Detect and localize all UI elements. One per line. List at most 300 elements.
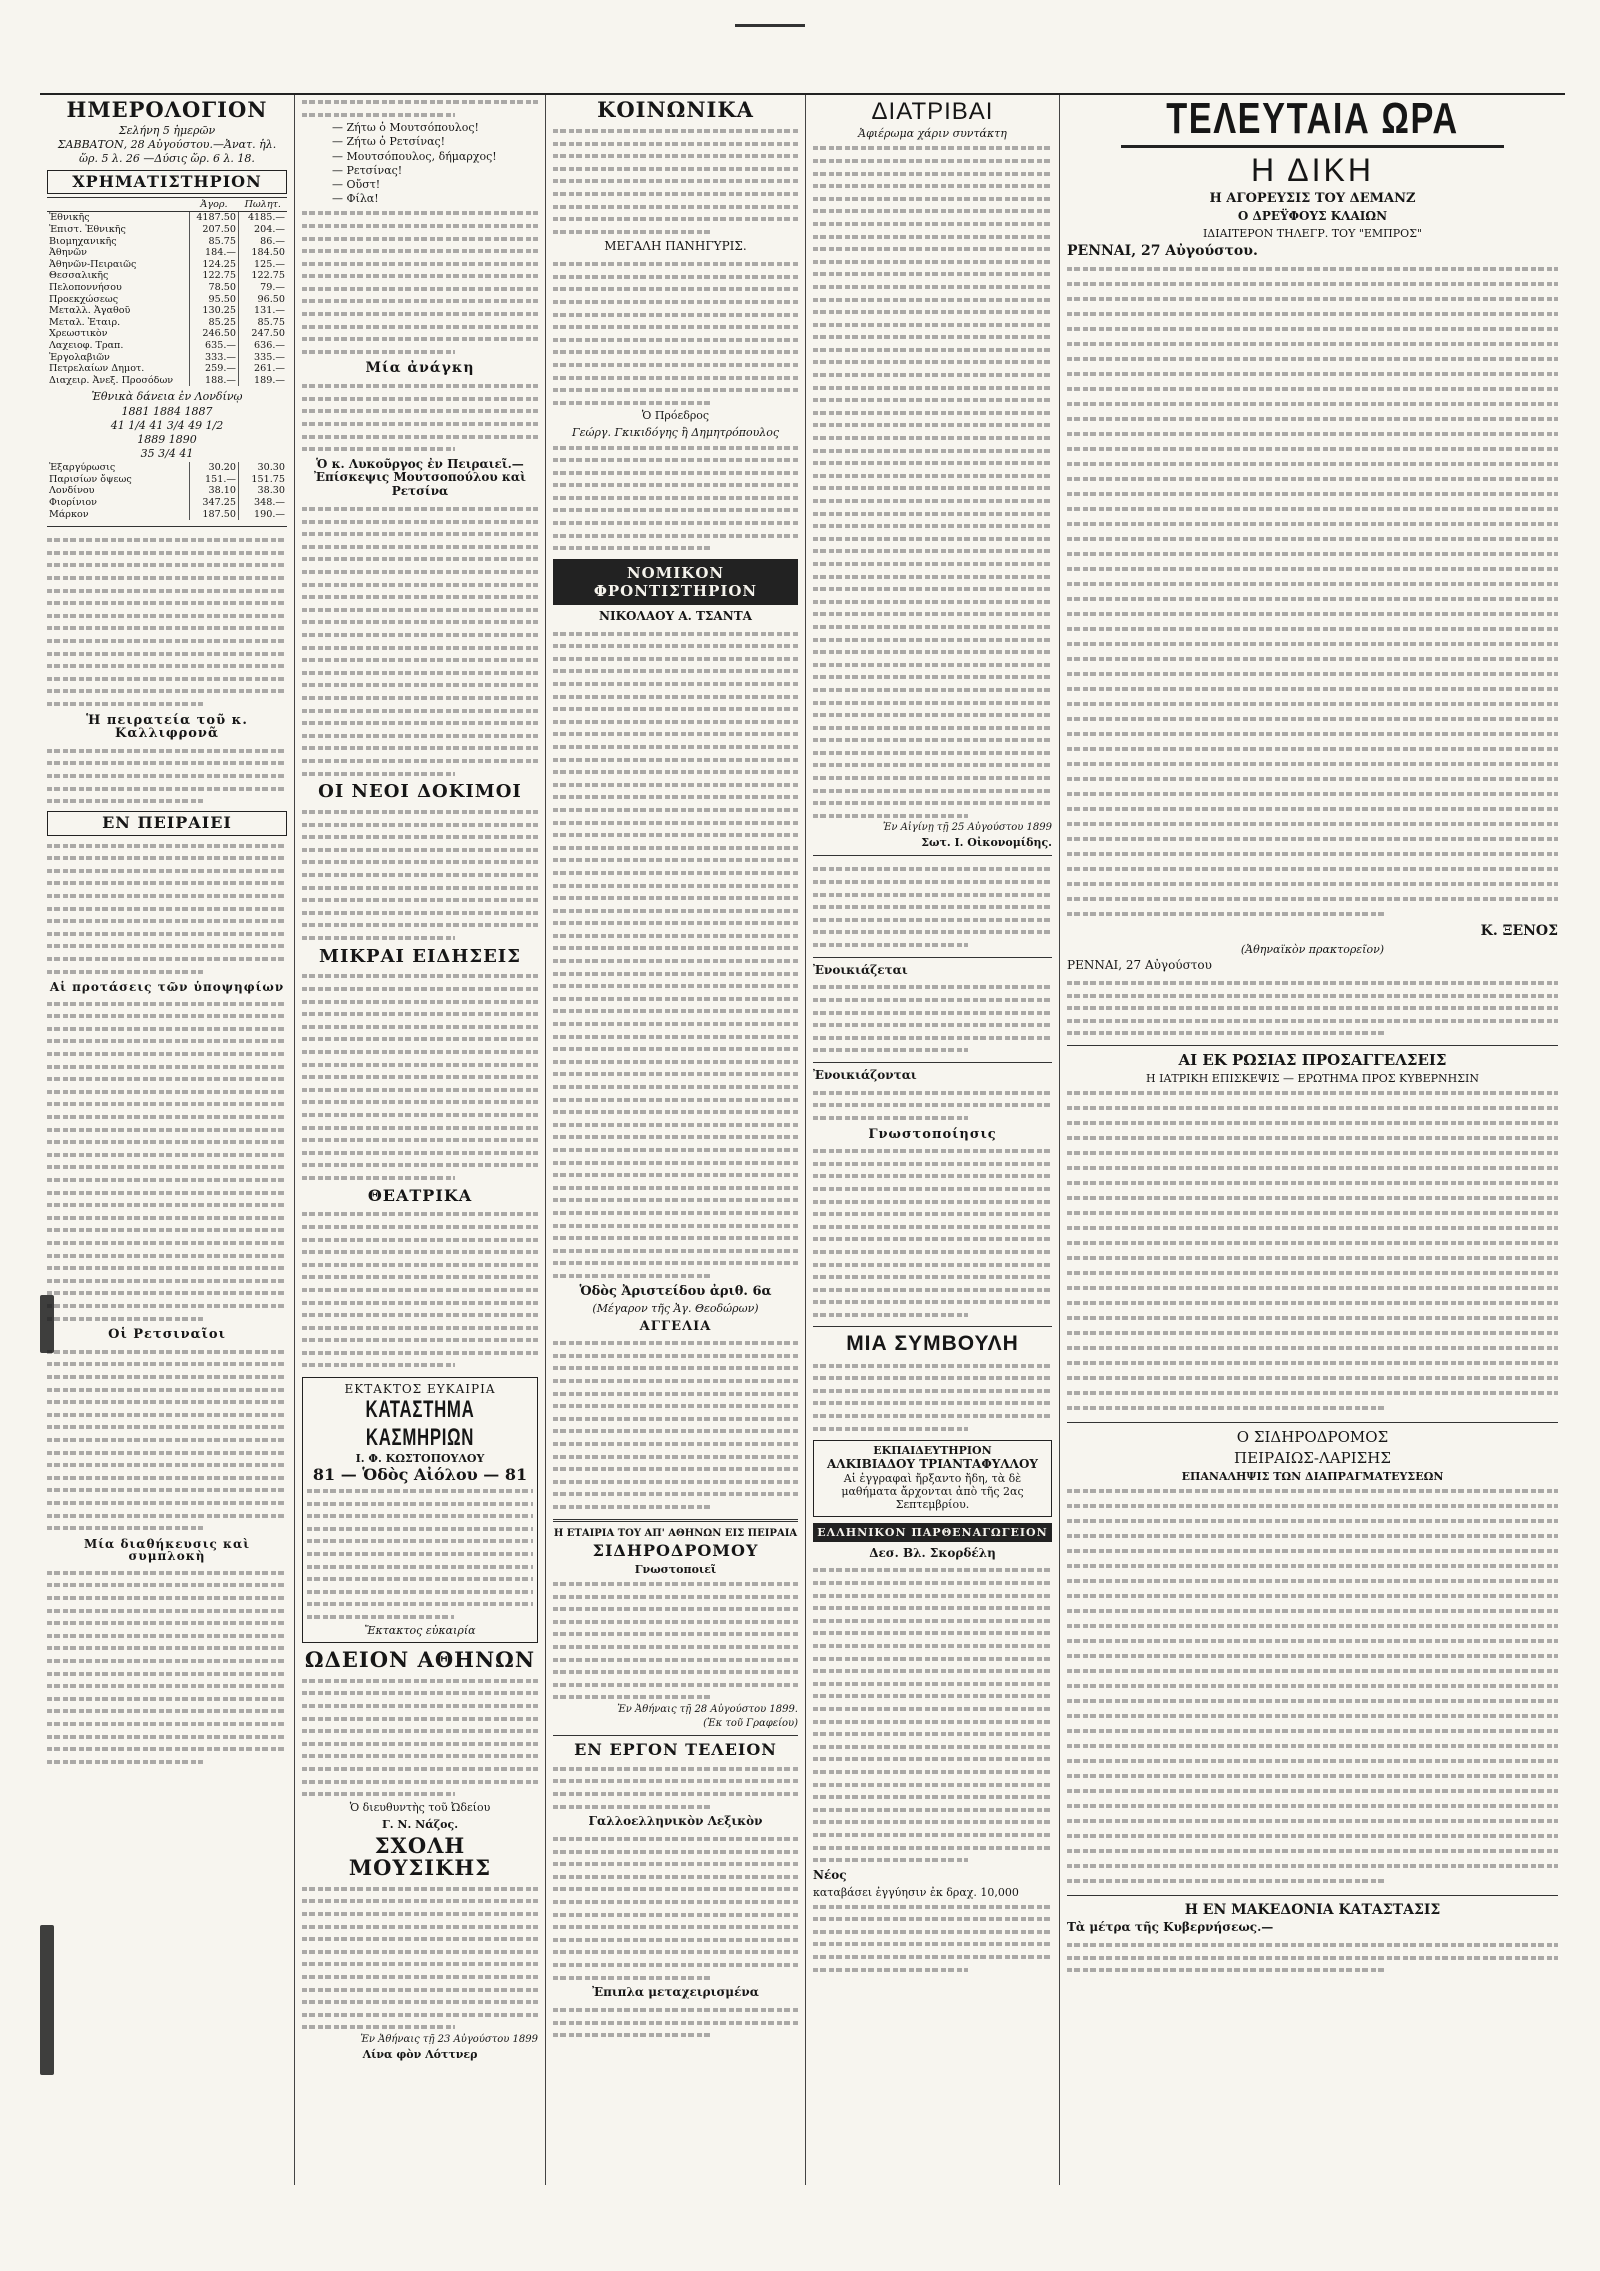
exchange-buy: 259.— [190, 363, 239, 375]
text-line [47, 596, 287, 609]
text-line [553, 1105, 798, 1118]
col4-text-d [813, 1086, 1052, 1124]
text-line [47, 864, 287, 877]
text-line [1067, 547, 1558, 562]
text-line [302, 1007, 538, 1020]
text-line [302, 995, 538, 1008]
text-line [47, 1198, 287, 1211]
text-line [813, 1283, 1052, 1296]
need-title: Μία ἀνάγκη [365, 360, 475, 377]
text-line [1067, 337, 1558, 352]
text-line [553, 1462, 798, 1475]
text-line [47, 1223, 287, 1236]
text-line [302, 515, 538, 528]
text-line [302, 1121, 538, 1134]
text-line [553, 1067, 798, 1080]
social-title: ΚΟΙΝΩΝΙΚΑ [597, 97, 754, 122]
text-line [553, 1030, 798, 1043]
text-line [302, 1749, 538, 1762]
text-line [302, 2008, 538, 2021]
text-line [553, 916, 798, 929]
text-line [302, 578, 538, 591]
text-line [302, 1995, 538, 2008]
text-line [813, 1563, 1052, 1576]
theater-title: ΘΕΑΤΡΙΚΑ [367, 1185, 473, 1205]
text-line [1067, 976, 1558, 989]
text-line [47, 1123, 287, 1136]
text-line [302, 855, 538, 868]
text-line [47, 672, 287, 685]
exchange-name: Χρεωστικὸν [49, 328, 108, 340]
text-line [302, 1358, 538, 1371]
text-line [302, 1133, 538, 1146]
diatribai-title: ΔΙΑΤΡΙΒΑΙ [871, 98, 994, 125]
text-line [47, 1395, 287, 1408]
works-bold: Γαλλοελληνικὸν Λεξικὸν [588, 1814, 763, 1829]
col2-text-g [302, 1207, 538, 1371]
shout-line: — Ζήτω ὁ Μουτσόπουλος! [332, 121, 479, 135]
text-line [47, 1110, 287, 1123]
exchange-name: Λαχειοφ. Τραπ. [49, 339, 124, 351]
ad-footer: Ἔκτακτος εὐκαιρία [364, 1623, 476, 1637]
exchange-sell: 122.75 [239, 270, 288, 282]
exchange-buy: 635.— [190, 340, 239, 352]
text-line [813, 1245, 1052, 1258]
text-line [553, 828, 798, 841]
text-line [813, 242, 1052, 255]
russia-sub: Η ΙΑΤΡΙΚΗ ΕΠΙΣΚΕΨΙΣ — ΕΡΩΤΗΜΑ ΠΡΟΣ ΚΥΒΕΡΝΗΣΙΝ [1146, 1072, 1479, 1086]
school-name: ΑΛΚΙΒΙΑΔΟΥ ΤΡΙΑΝΤΑΦΥΛΛΟΥ [827, 1457, 1038, 1472]
text-line [553, 1653, 798, 1666]
text-line [302, 1762, 538, 1775]
exchange-buy: 347.25 [190, 497, 239, 509]
text-line [302, 1108, 538, 1121]
text-line [553, 2003, 798, 2016]
text-line [553, 441, 798, 454]
text-line [553, 1933, 798, 1946]
text-line [553, 1168, 798, 1181]
text-line [302, 1699, 538, 1712]
text-line [813, 305, 1052, 318]
col4-text-g [813, 1563, 1052, 1865]
text-line [47, 1641, 287, 1654]
street: Ὁδὸς Ἀριστείδου ἀριθ. 6α [579, 1283, 772, 1299]
text-line [302, 1894, 538, 1907]
col1-text-f [47, 1566, 287, 1768]
text-line [47, 794, 287, 807]
text-line [1067, 1938, 1558, 1951]
text-line [553, 1870, 798, 1883]
loans-values-2: 35 3/4 41 [140, 447, 194, 461]
text-line [1067, 637, 1558, 652]
text-line [813, 721, 1052, 734]
macedonia-lead: Τὰ μέτρα τῆς Κυβερνήσεως.— [1067, 1920, 1274, 1935]
text-line [553, 1665, 798, 1678]
text-line [1067, 1724, 1558, 1739]
cars-text: καταβάσει ἐγγύησιν ἐκ δραχ. 10,000 [813, 1885, 1019, 1899]
text-line [307, 1497, 533, 1510]
text-line [553, 1206, 798, 1219]
exchange-buy: 187.50 [190, 509, 239, 521]
text-line [813, 267, 1052, 280]
text-line [302, 1775, 538, 1788]
col1-text-b [47, 744, 287, 807]
text-line [553, 453, 798, 466]
text-line [47, 1755, 287, 1768]
text-line [302, 982, 538, 995]
text-line [302, 2020, 538, 2033]
col1-text-d [47, 997, 287, 1324]
text-line [813, 938, 1052, 951]
exchange-row [47, 224, 287, 236]
text-line [47, 1034, 287, 1047]
text-line [813, 1086, 1052, 1099]
text-line [813, 696, 1052, 709]
odeion-sign: Ὁ διευθυντὴς τοῦ Ὠδείου [349, 1800, 491, 1814]
text-line [1067, 1514, 1558, 1529]
works-title: ΕΝ ΕΡΓΟΝ ΤΕΛΕΙΟΝ [574, 1740, 777, 1760]
text-line [813, 393, 1052, 406]
text-line [813, 318, 1052, 331]
exchange-name: Ἀθηνῶν-Πειραιῶς [49, 258, 137, 270]
text-line [553, 2016, 798, 2029]
text-line [813, 1169, 1052, 1182]
text-line [813, 1803, 1052, 1816]
text-line [47, 1616, 287, 1629]
column-3 [546, 95, 806, 2185]
text-line [1067, 502, 1558, 517]
text-line [47, 1097, 287, 1110]
text-line [302, 1712, 538, 1725]
text-line [553, 1193, 798, 1206]
text-line [553, 1118, 798, 1131]
text-line [813, 230, 1052, 243]
text-line [302, 232, 538, 245]
new-officers-title: ΟΙ ΝΕΟΙ ΔΟΚΙΜΟΙ [318, 781, 522, 803]
exchange-row [47, 497, 287, 509]
telegram-dateline: ΡΕΝΝΑΙ, 27 Αὐγούστου. [1067, 242, 1258, 259]
exchange-buy: 85.25 [190, 317, 239, 329]
text-line [1067, 1356, 1558, 1371]
text-line [1067, 1026, 1558, 1039]
exchange-row [47, 328, 287, 340]
exchange-name: Μεταλ. Ἐταιρ. [49, 316, 121, 328]
text-line [307, 1522, 533, 1535]
text-line [1067, 1236, 1558, 1251]
exchange-sell: 38.30 [239, 485, 288, 497]
rail-title-2: ΠΕΙΡΑΙΩΣ-ΛΑΡΙΣΗΣ [1234, 1448, 1391, 1467]
school-label: ΕΚΠΑΙΔΕΥΤΗΡΙΟΝ [873, 1444, 992, 1458]
text-line [302, 969, 538, 982]
col6-text-e [1067, 1938, 1558, 1976]
text-line [813, 494, 1052, 507]
text-line [47, 584, 287, 597]
text-line [813, 758, 1052, 771]
text-line [1067, 652, 1558, 667]
text-line [1067, 592, 1558, 607]
president-name: Γεώργ. Γκικιδόγης ἢ Δημητρόπουλος [571, 426, 780, 440]
text-line [302, 244, 538, 257]
column-4 [806, 95, 1060, 2185]
text-line [302, 1058, 538, 1071]
text-line [1067, 1484, 1558, 1499]
text-line [553, 879, 798, 892]
text-line [1067, 1326, 1558, 1341]
text-line [1067, 382, 1558, 397]
exchange-name: Πελοποννήσου [49, 281, 122, 293]
school-ad [813, 1440, 1052, 1517]
text-line [553, 1080, 798, 1093]
text-line [813, 1270, 1052, 1283]
text-line [302, 754, 538, 767]
text-line [47, 997, 287, 1010]
text-line [553, 200, 798, 213]
text-line [47, 1009, 287, 1022]
column-6 [1060, 95, 1565, 2185]
text-line [553, 1450, 798, 1463]
text-line [553, 358, 798, 371]
text-line [553, 1615, 798, 1628]
text-line [1067, 397, 1558, 412]
text-line [1067, 1296, 1558, 1311]
russia-title: ΑΙ ΕΚ ΡΩΣΙΑΣ ΠΡΟΣΑΓΓΕΛΣΕΙΣ [1178, 1050, 1447, 1069]
text-line [47, 1261, 287, 1274]
text-line [47, 1312, 287, 1325]
text-line [1067, 277, 1558, 292]
text-line [553, 1908, 798, 1921]
text-line [813, 519, 1052, 532]
text-line [1067, 307, 1558, 322]
text-line [553, 1387, 798, 1400]
text-line [302, 502, 538, 515]
text-line [1067, 577, 1558, 592]
text-line [813, 784, 1052, 797]
text-line [553, 866, 798, 879]
railway-sub2: Γνωστοποιεῖ [634, 1562, 717, 1576]
exchange-row [47, 305, 287, 317]
text-line [302, 1932, 538, 1945]
text-line [302, 615, 538, 628]
text-line [553, 383, 798, 396]
text-line [47, 634, 287, 647]
ad-line-3: Ι. Φ. ΚΩΣΤΟΠΟΥΛΟΥ [355, 1452, 485, 1466]
text-line [47, 1692, 287, 1705]
text-line [813, 1727, 1052, 1740]
text-line [302, 1346, 538, 1359]
exchange-name: Παρισίων ὄψεως [49, 473, 132, 485]
advice-title: ΜΙΑ ΣΥΜΒΟΥΛΗ [846, 1332, 1019, 1356]
exchange-col-sell: Πωλητ. [239, 198, 288, 212]
text-line [302, 1171, 538, 1184]
text-line [813, 1195, 1052, 1208]
text-line [1067, 1634, 1558, 1649]
text-line [553, 1590, 798, 1603]
text-line [813, 809, 1052, 822]
loans-title: Ἐθνικὰ δάνεια ἐν Λονδίνῳ [91, 390, 243, 404]
text-line [553, 149, 798, 162]
exchange-row [47, 340, 287, 352]
text-line [813, 557, 1052, 570]
text-line [553, 690, 798, 703]
text-line [302, 590, 538, 603]
text-line [813, 771, 1052, 784]
exchange-buy: 184.— [190, 247, 239, 259]
text-line [813, 670, 1052, 683]
text-line [47, 902, 287, 915]
col6-text-d [1067, 1484, 1558, 1889]
text-line [813, 925, 1052, 938]
exchange-buy: 30.20 [190, 462, 239, 474]
text-line [553, 1424, 798, 1437]
loans-years-1: 1881 1884 1887 [121, 404, 213, 418]
exchange-col-buy: Ἀγορ. [190, 198, 239, 212]
text-line [47, 1173, 287, 1186]
text-line [47, 571, 287, 584]
text-line [47, 1667, 287, 1680]
text-line [1067, 1161, 1558, 1176]
music-title: ΣΧΟΛΗ ΜΟΥΣΙΚΗΣ [348, 1832, 492, 1880]
text-line [302, 691, 538, 704]
text-line [813, 993, 1052, 1006]
agency-label: (Ἀθηναϊκὸν πρακτορεῖον) [1240, 943, 1385, 957]
text-line [47, 1704, 287, 1717]
text-line [302, 1095, 538, 1108]
text-line [302, 666, 538, 679]
text-line [813, 343, 1052, 356]
text-line [1067, 322, 1558, 337]
text-line [553, 187, 798, 200]
text-line [47, 1060, 287, 1073]
rail-title: Ο ΣΙΔΗΡΟΔΡΟΜΟΣ [1236, 1428, 1389, 1447]
text-line [553, 516, 798, 529]
text-line [47, 1160, 287, 1173]
text-line [813, 1396, 1052, 1409]
text-line [1067, 1101, 1558, 1116]
text-line [553, 1143, 798, 1156]
text-line [553, 396, 798, 409]
column-2 [295, 95, 546, 2185]
text-line [813, 1950, 1052, 1963]
text-line [47, 1286, 287, 1299]
text-line [47, 1679, 287, 1692]
text-line [302, 269, 538, 282]
street-sub: (Μέγαρον τῆς Ἀγ. Θεοδώρων) [592, 1302, 759, 1316]
text-line [553, 1895, 798, 1908]
text-line [1067, 1604, 1558, 1619]
text-line [553, 2028, 798, 2041]
text-line [813, 1853, 1052, 1866]
text-line [553, 803, 798, 816]
text-line [1067, 1206, 1558, 1221]
text-line [553, 816, 798, 829]
text-line [302, 1882, 538, 1895]
col3-text-f [553, 1577, 798, 1703]
text-line [307, 1610, 533, 1623]
exchange-buy: 38.10 [190, 485, 239, 497]
text-line [1067, 1814, 1558, 1829]
text-line [302, 628, 538, 641]
text-line [553, 333, 798, 346]
text-line [813, 1778, 1052, 1791]
small-news-title: ΜΙΚΡΑΙ ΕΙΔΗΣΕΙΣ [319, 945, 521, 967]
text-line [302, 1083, 538, 1096]
text-line [1067, 1341, 1558, 1356]
text-line [47, 1521, 287, 1534]
text-line [47, 684, 287, 697]
text-line [813, 355, 1052, 368]
text-line [47, 1446, 287, 1459]
text-line [553, 727, 798, 740]
text-line [813, 204, 1052, 217]
text-line [553, 929, 798, 942]
text-line [302, 1296, 538, 1309]
col1-text-e [47, 1345, 287, 1534]
text-line [553, 529, 798, 542]
exchange-row [47, 212, 287, 224]
text-line [553, 174, 798, 187]
text-line [553, 1787, 798, 1800]
exchange-sell: 131.— [239, 305, 288, 317]
text-line [553, 1958, 798, 1971]
text-line [302, 678, 538, 691]
text-line [47, 952, 287, 965]
text-line [47, 782, 287, 795]
text-line [813, 507, 1052, 520]
text-line [1067, 562, 1558, 577]
text-line [302, 108, 538, 121]
ad-line-4: 81 — Ὁδὸς Αἰόλου — 81 [312, 1465, 528, 1485]
text-line [813, 1689, 1052, 1702]
text-line [1067, 1679, 1558, 1694]
text-line [553, 295, 798, 308]
text-line [553, 1093, 798, 1106]
text-line [813, 406, 1052, 419]
text-line [1067, 1619, 1558, 1634]
notice-title: ΑΓΓΕΛΙΑ [639, 1318, 712, 1334]
text-line [1067, 1529, 1558, 1544]
text-line [47, 1085, 287, 1098]
col2-text-h [302, 1674, 538, 1800]
ink-stain [40, 1295, 54, 1353]
text-line [1067, 487, 1558, 502]
shout-line: — Μουτσόπουλος, δήμαρχος! [332, 149, 497, 163]
exchange-name: Προεκχώσεως [49, 293, 119, 305]
text-line [813, 1790, 1052, 1803]
text-line [1067, 1116, 1558, 1131]
text-line [302, 1983, 538, 1996]
text-line [813, 1912, 1052, 1925]
text-line [553, 1336, 798, 1349]
text-line [1067, 1281, 1558, 1296]
text-line [813, 1626, 1052, 1639]
text-line [813, 1937, 1052, 1950]
exchange-buy: 124.25 [190, 259, 239, 271]
text-line [553, 715, 798, 728]
railway-sub: ΣΙΔΗΡΟΔΡΟΜΟΥ [592, 1541, 759, 1561]
text-line [302, 1945, 538, 1958]
text-line [813, 1006, 1052, 1019]
text-line [813, 1384, 1052, 1397]
music-date: Ἐν Ἀθήναις τῇ 23 Αὐγούστου 1899 [360, 2033, 538, 2045]
text-line [1067, 1221, 1558, 1236]
text-line [1067, 412, 1558, 427]
text-line [302, 641, 538, 654]
text-line [553, 790, 798, 803]
text-line [47, 851, 287, 864]
text-line [1067, 772, 1558, 787]
text-line [553, 308, 798, 321]
exchange-row [47, 247, 287, 259]
